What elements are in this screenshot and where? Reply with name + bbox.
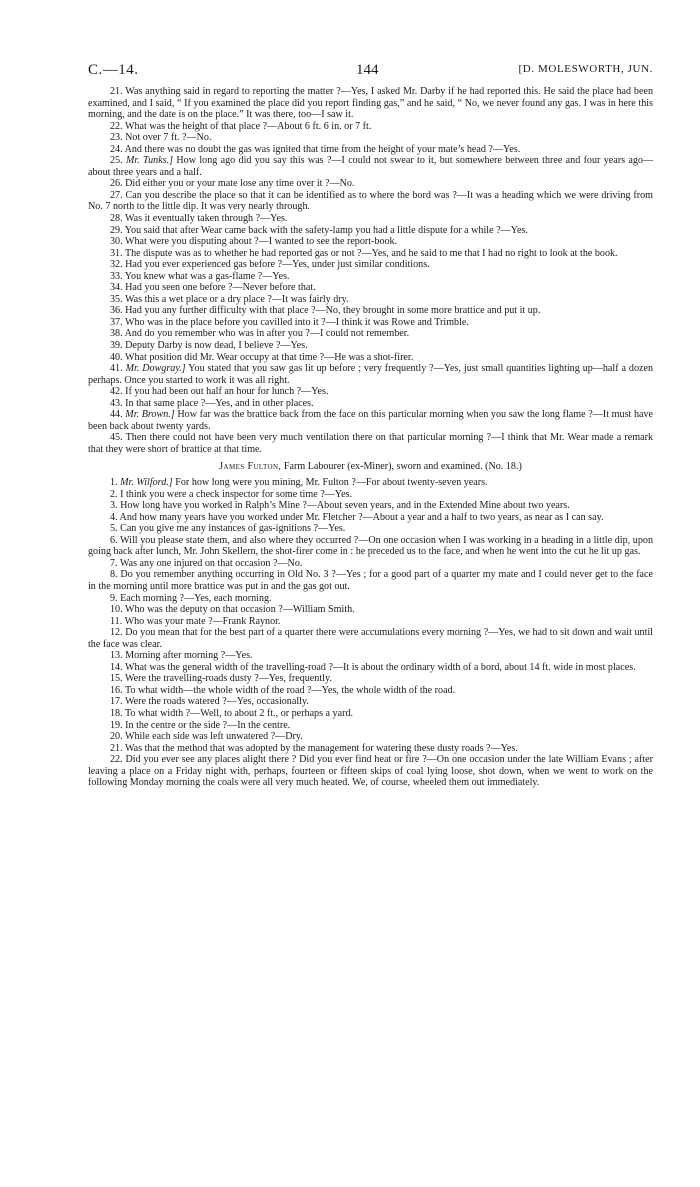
page [88,62,653,789]
question-number: 1. [110,477,118,489]
question-text: 32. Had you ever experienced gas before ?—Yes, under just similar conditions. [110,259,430,271]
question-text: 2. I think you were a check inspector for some time ?—Yes. [110,488,353,500]
page-number: 144 [356,62,379,78]
question-text: 43. In that same place ?—Yes, and in other places. [110,397,314,409]
question-text: How long ago did you say this was ?—I could not swear to it, but somewhere between three and four years ago—about three years and a half. [88,155,654,178]
question-answer [88,282,653,294]
question-text: 5. Can you give me any instances of gas-ignitions ?—Yes. [110,523,346,535]
question-text: 16. To what width—the whole width of the road ?—Yes, the whole width of the road. [110,684,456,696]
question-answer [88,535,653,558]
question-text: 6. Will you please state them, and also where they occurred ?—On one occasion when I was working in a heading in a little dip, upon going back after lunch, Mr. John Skellern, the shot-firer come in : he preceded us to the face, and when he went into the cut he lit up gas. [88,534,653,558]
question-text: 11. Who was your mate ?—Frank Raynor. [110,615,281,627]
question-text: 13. Morning after morning ?—Yes. [110,650,253,662]
question-text: 22. Did you ever see any places alight there ? Did you ever find heat or fire ?—On one occasion under the late William Evans ; after leaving a place on a Friday night with, perhaps, fourteen or fifteen skips of coal lying loose, shot down, when we went to work on the following Monday morning the coals were all very much heated. We, of course, wheeled them out immediately. [88,754,653,789]
question-text: 17. Were the roads watered ?—Yes, occasionally. [110,696,309,708]
question-text: 14. What was the general width of the travelling-road ?—It is about the ordinary width of a bord, about 14 ft. wide in most places. [110,661,636,673]
question-answer [88,500,653,512]
question-text: 27. Can you describe the place so that it can be identified as to where the bord was ?—It was a heading which we were driving from No. 7 north to the little dip. It was very nearly through. [88,189,653,213]
question-text: 29. You said that after Wear came back with the safety-lamp you had a little dispute for a while ?—Yes. [110,224,528,236]
question-text: 36. Had you any further difficulty with that place ?—No, they brought in some more brattice and put it up. [110,305,541,317]
question-answer [88,569,653,592]
question-text: 7. Was any one injured on that occasion ?—No. [110,557,303,569]
question-text: 26. Did either you or your mate lose any time over it ?—No. [110,178,355,190]
question-text: 10. Who was the deputy on that occasion ?—William Smith. [110,604,355,616]
question-answer [88,720,653,732]
witness-name: James Fulton, [219,460,282,472]
question-answer [88,294,653,306]
question-text: 33. You knew what was a gas-flame ?—Yes. [110,270,290,282]
question-answer [88,398,653,410]
question-text: 22. What was the height of that place ?—About 6 ft. 6 in. or 7 ft. [110,120,372,132]
question-answer [88,604,653,616]
question-answer [88,328,653,340]
question-text: 20. While each side was left unwatered ?—Dry. [110,731,303,743]
question-answer [88,731,653,743]
question-answer [88,340,653,352]
question-number: 41. [110,363,123,375]
question-answer [88,305,653,317]
question-answer [88,650,653,662]
examiner-name: Mr. Wilford.] [120,477,173,489]
question-text: 34. Had you seen one before ?—Never before that. [110,282,316,294]
examiner-name: Mr. Dowgray.] [125,363,186,375]
question-text: 19. In the centre or the side ?—In the centre. [110,719,291,731]
question-answer [88,662,653,674]
question-text: 9. Each morning ?—Yes, each morning. [110,592,272,604]
question-answer [88,477,653,489]
question-answer [88,144,653,156]
question-number: 25. [110,155,123,167]
question-text: 21. Was that the method that was adopted by the management for watering these dusty roads ?—Yes. [110,742,518,754]
question-answer [88,132,653,144]
examiner-name: Mr. Brown.] [125,409,175,421]
question-answer [88,696,653,708]
question-answer [88,225,653,237]
question-text: 23. Not over 7 ft. ?—No. [110,132,212,144]
question-text: 8. Do you remember anything occurring in Old No. 3 ?—Yes ; for a good part of a quarter my mate and I could never get to the face in the morning until more brattice was put in and the gas got out. [88,569,653,592]
question-answer [88,593,653,605]
question-text: 24. And there was no doubt the gas was ignited that time from the height of your mate’s head ?—Yes. [110,143,521,155]
question-answer [88,685,653,697]
question-answer [88,178,653,190]
examiner-name: Mr. Tunks.] [125,155,174,167]
question-text: 39. Deputy Darby is now dead, I believe ?—Yes. [110,340,308,352]
question-number: 44. [110,409,123,421]
question-text: 28. Was it eventually taken through ?—Yes. [110,213,288,225]
question-answer [88,386,653,398]
question-answer [88,489,653,501]
question-answer [88,190,653,213]
question-answer [88,409,653,432]
question-answer [88,155,653,178]
question-text: 31. The dispute was as to whether he had reported gas or not ?—Yes, and he said to me that I had no right to look at the book. [110,247,618,259]
question-answer [88,754,653,789]
question-answer [88,248,653,260]
question-text: 12. Do you mean that for the best part of a quarter there were accumulations every morning ?—Yes, we had to sit down and wait until the face was clear. [88,627,653,650]
question-text: How far was the brattice back from the face on this particular morning when you saw the long flame ?—It must have been back about twenty yards. [88,409,654,432]
question-text: 40. What position did Mr. Wear occupy at that time ?—He was a shot-firer. [110,351,414,363]
question-answer [88,432,653,455]
question-answer [88,743,653,755]
question-answer [88,708,653,720]
question-answer [88,352,653,364]
question-text: 42. If you had been out half an hour for lunch ?—Yes. [110,386,329,398]
question-text: 37. Who was in the place before you cavilled into it ?—I think it was Rowe and Trimble. [110,316,469,328]
question-text: 38. And do you remember who was in after you ?—I could not remember. [110,328,410,340]
question-answer [88,673,653,685]
question-answer [88,512,653,524]
question-answer [88,213,653,225]
question-text: For how long were you mining, Mr. Fulton ?—For about twenty-seven years. [172,477,488,489]
question-answer [88,317,653,329]
document-reference: C.—14. [88,62,139,78]
question-text: 3. How long have you worked in Ralph’s Mine ?—About seven years, and in the Extended Mine about two years. [110,500,570,512]
question-text: 18. To what width ?—Well, to about 2 ft., or perhaps a yard. [110,707,354,719]
witness-heading [88,461,653,473]
question-text: 4. And how many years have you worked under Mr. Fletcher ?—About a year and a half to two years, as near as I can say. [110,511,604,523]
page-header [88,62,653,86]
question-answer [88,616,653,628]
question-text: You stated that you saw gas lit up before ; very frequently ?—Yes, just small quantities lighting up—half a dozen perhaps. Once you started to work it was all right. [88,363,654,386]
evidence-section-2 [88,477,653,789]
question-text: 45. Then there could not have been very much ventilation there on that particular morning ?—I think that Mr. Wear made a remark that they were short of brattice at that time. [88,432,653,455]
question-answer [88,236,653,248]
evidence-section-1 [88,86,653,456]
question-answer [88,363,653,386]
question-text: 15. Were the travelling-roads dusty ?—Yes, frequently. [110,673,332,685]
question-text: 21. Was anything said in regard to reporting the matter ?—Yes, I asked Mr. Darby if he had reported this. He said the place had been examined, and I said, “ If you examined the place did you report finding gas,” and he said, “ No, we never found any gas. I was in here this morning, and the date is on the place.” It was there, too—I saw it. [88,86,653,121]
question-answer [88,121,653,133]
question-answer [88,259,653,271]
question-text: 30. What were you disputing about ?—I wanted to see the report-book. [110,236,398,248]
question-answer [88,558,653,570]
question-answer [88,271,653,283]
witness-running-head: [D. MOLESWORTH, JUN. [518,63,653,75]
question-answer [88,627,653,650]
witness-description: Farm Labourer (ex-Miner), sworn and examined. (No. 18.) [281,460,522,472]
question-answer [88,86,653,121]
question-text: 35. Was this a wet place or a dry place ?—It was fairly dry. [110,293,349,305]
question-answer [88,523,653,535]
